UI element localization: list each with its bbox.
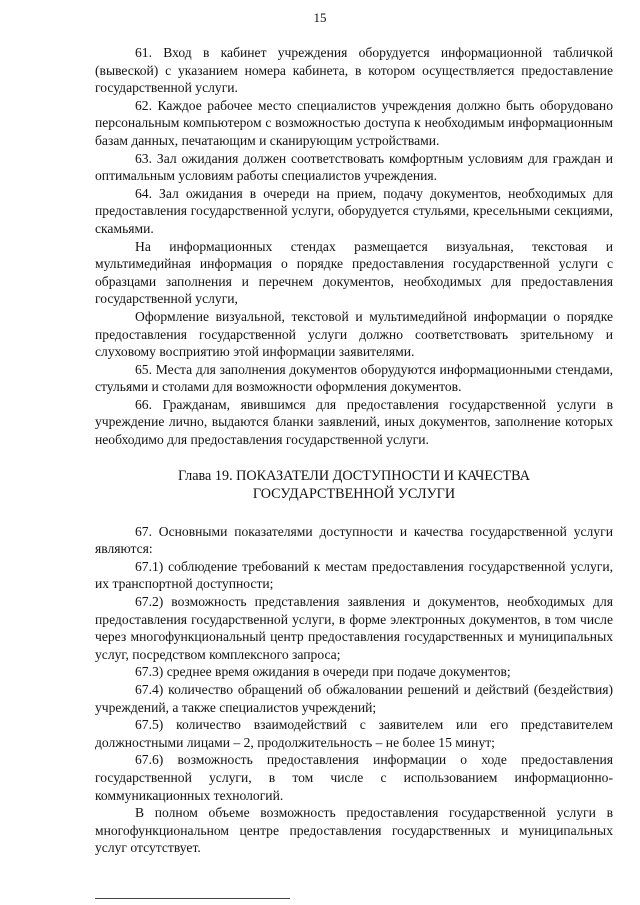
paragraph-62: 62. Каждое рабочее место специалистов учреждения должно быть оборудовано персональным компьютером с возможностью доступа к необходимым информационным базам данных, печатающим и сканирующим устройствами. [95, 97, 613, 148]
chapter-heading-line-2: ГОСУДАРСТВЕННОЙ УСЛУГИ [252, 485, 456, 502]
section-paragraphs-before [95, 44, 613, 449]
paragraph-67-6: 67.6) возможность предоставления информации о ходе предоставления государственной услуги, в том числе с использованием информационно-коммуникационных технологий. [95, 752, 613, 803]
paragraph-61: 61. Вход в кабинет учреждения оборудуется информационной табличкой (вывеской) с указанием номера кабинета, в котором осуществляется предоставление государственной услуги. [95, 45, 613, 96]
paragraph-67: 67. Основными показателями доступности и качества государственной услуги являются: [95, 523, 613, 557]
document-body [95, 44, 613, 857]
page-number: 15 [313, 10, 327, 25]
paragraph-info-design: Оформление визуальной, текстовой и мультимедийной информации о порядке предоставления государственной услуги должно соответствовать зрительному и слуховому восприятию этой информации заявителями. [95, 308, 613, 360]
paragraph-67-2: 67.2) возможность представления заявления и документов, необходимых для предоставления государственной услуги, в форме электронных документов, в том числе через многофункциональный центр предоставления государственных и муниципальных услуг, посредством комплексного запроса; [95, 594, 613, 662]
paragraph-66: 66. Гражданам, явившимся для предоставления государственной услуги в учреждение лично, выдаются бланки заявлений, иных документов, заполнение которых необходимо для предоставления государственной услуги. [95, 396, 613, 448]
chapter-heading-line-1: Глава 19. ПОКАЗАТЕЛИ ДОСТУПНОСТИ И КАЧЕСТВА [178, 467, 530, 484]
paragraph-mfc-note: В полном объеме возможность предоставления государственной услуги в многофункциональном центре предоставления государственных и муниципальных услуг отсутствует. [95, 805, 613, 856]
footnote-divider [95, 898, 290, 899]
paragraph-65: 65. Места для заполнения документов оборудуются информационными стендами, стульями и столами для возможности оформления документов. [95, 361, 613, 395]
paragraph-64: 64. Зал ожидания в очереди на прием, подачу документов, необходимых для предоставления государственной услуги, оборудуется стульями, кресельными секциями, скамьями. [95, 185, 613, 236]
chapter-heading [95, 467, 613, 503]
section-paragraphs-after [95, 523, 613, 857]
paragraph-67-1: 67.1) соблюдение требований к местам предоставления государственной услуги, их транспортной доступности; [95, 558, 613, 592]
paragraph-info-stands: На информационных стендах размещается визуальная, текстовая и мультимедийная информация о порядке предоставления государственной услуги с образцами заполнения и перечнем документов, необходимых для предоставления государственной услуги, [95, 238, 613, 307]
paragraph-67-4: 67.4) количество обращений об обжаловании решений и действий (бездействия) учреждений, а также специалистов учреждений; [95, 682, 613, 715]
paragraph-63: 63. Зал ожидания должен соответствовать комфортным условиям для граждан и оптимальным условиям работы специалистов учреждения. [95, 150, 613, 184]
paragraph-67-5: 67.5) количество взаимодействий с заявителем или его представителем должностными лицами – 2, продолжительность – не более 15 минут; [95, 717, 613, 750]
paragraph-67-3: 67.3) среднее время ожидания в очереди при подаче документов; [135, 664, 511, 680]
